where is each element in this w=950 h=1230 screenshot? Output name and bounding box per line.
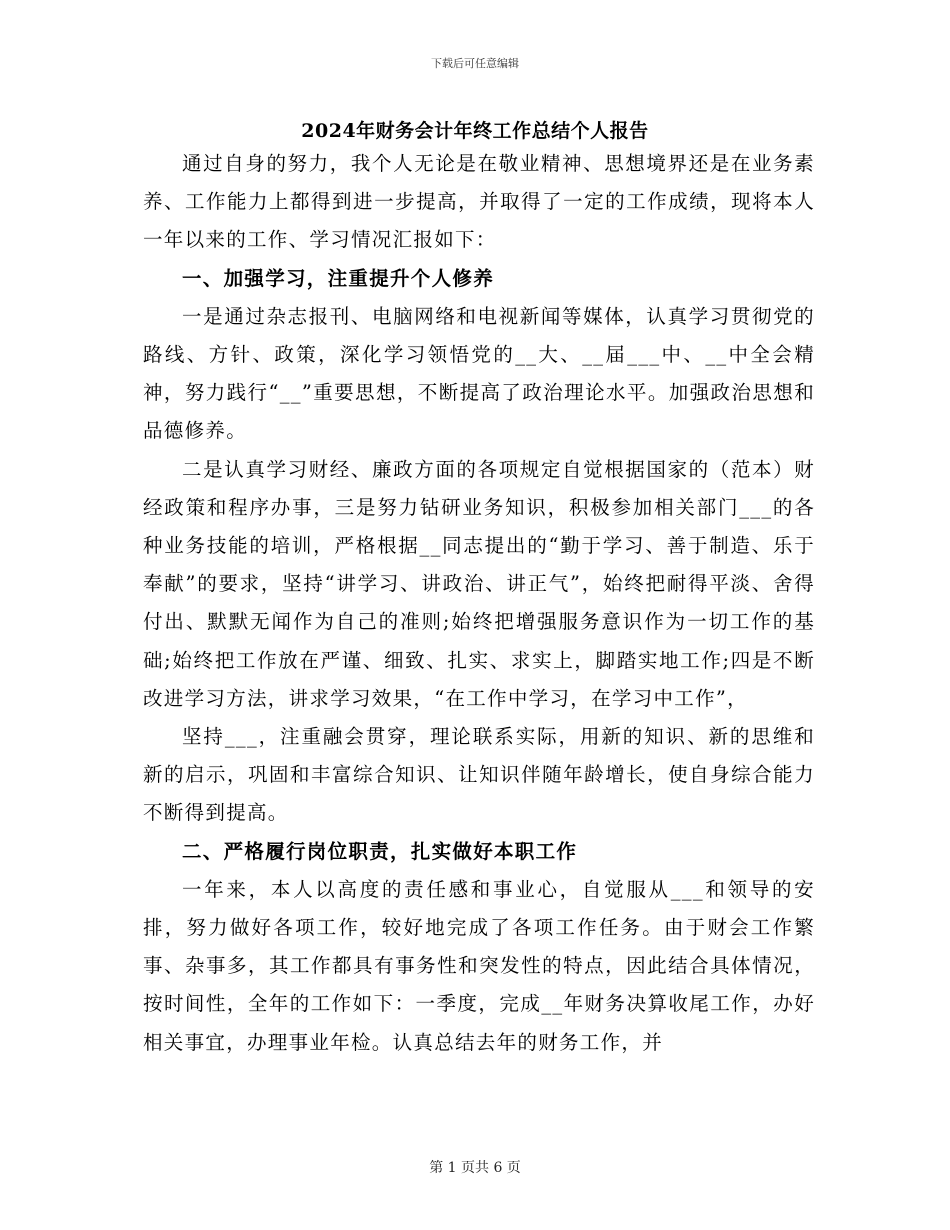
page-number: 第 1 页共 6 页 xyxy=(429,1160,521,1176)
section1-paragraph-1: 一是通过杂志报刊、电脑网络和电视新闻等媒体，认真学习贯彻党的路线、方针、政策，深化学习领悟党的__大、__届___中、__中全会精神，努力践行“__”重要思想，不断提高了政治理论水平。加强政治思想和品德修养。 xyxy=(143,304,815,443)
section1-paragraph-2: 二是认真学习财经、廉政方面的各项规定自觉根据国家的（范本）财经政策和程序办事，三是努力钻研业务知识，积极参加相关部门___的各种业务技能的培训，严格根据__同志提出的“勤于学习、善于制造、乐于奉献”的要求，坚持“讲学习、讲政治、讲正气”，始终把耐得平淡、舍得付出、默默无闻作为自己的准则;始终把增强服务意识作为一切工作的基础;始终把工作放在严谨、细致、扎实、求实上，脚踏实地工作;四是不断改进学习方法，讲求学习效果，“在工作中学习，在学习中工作”， xyxy=(143,457,815,710)
page-header-note: 下载后可任意编辑 xyxy=(431,57,519,70)
section-heading-1: 一、加强学习，注重提升个人修养 xyxy=(182,266,495,290)
intro-paragraph: 通过自身的努力，我个人无论是在敬业精神、思想境界还是在业务素养、工作能力上都得到进一步提高，并取得了一定的工作成绩，现将本人一年以来的工作、学习情况汇报如下： xyxy=(143,152,815,252)
section2-paragraph-1: 一年来，本人以高度的责任感和事业心，自觉服从___和领导的安排，努力做好各项工作，较好地完成了各项工作任务。由于财会工作繁事、杂事多，其工作都具有事务性和突发性的特点，因此结合具体情况，按时间性，全年的工作如下：一季度，完成__年财务决算收尾工作，办好相关事宜，办理事业年检。认真总结去年的财务工作，并 xyxy=(143,877,815,1054)
document-title: 2024年财务会计年终工作总结个人报告 xyxy=(301,120,649,142)
document-body xyxy=(143,145,815,1062)
section-heading-2: 二、严格履行岗位职责，扎实做好本职工作 xyxy=(182,839,578,863)
section1-paragraph-3: 坚持___，注重融会贯穿，理论联系实际，用新的知识、新的思维和新的启示，巩固和丰富综合知识、让知识伴随年龄增长，使自身综合能力不断得到提高。 xyxy=(143,725,815,825)
